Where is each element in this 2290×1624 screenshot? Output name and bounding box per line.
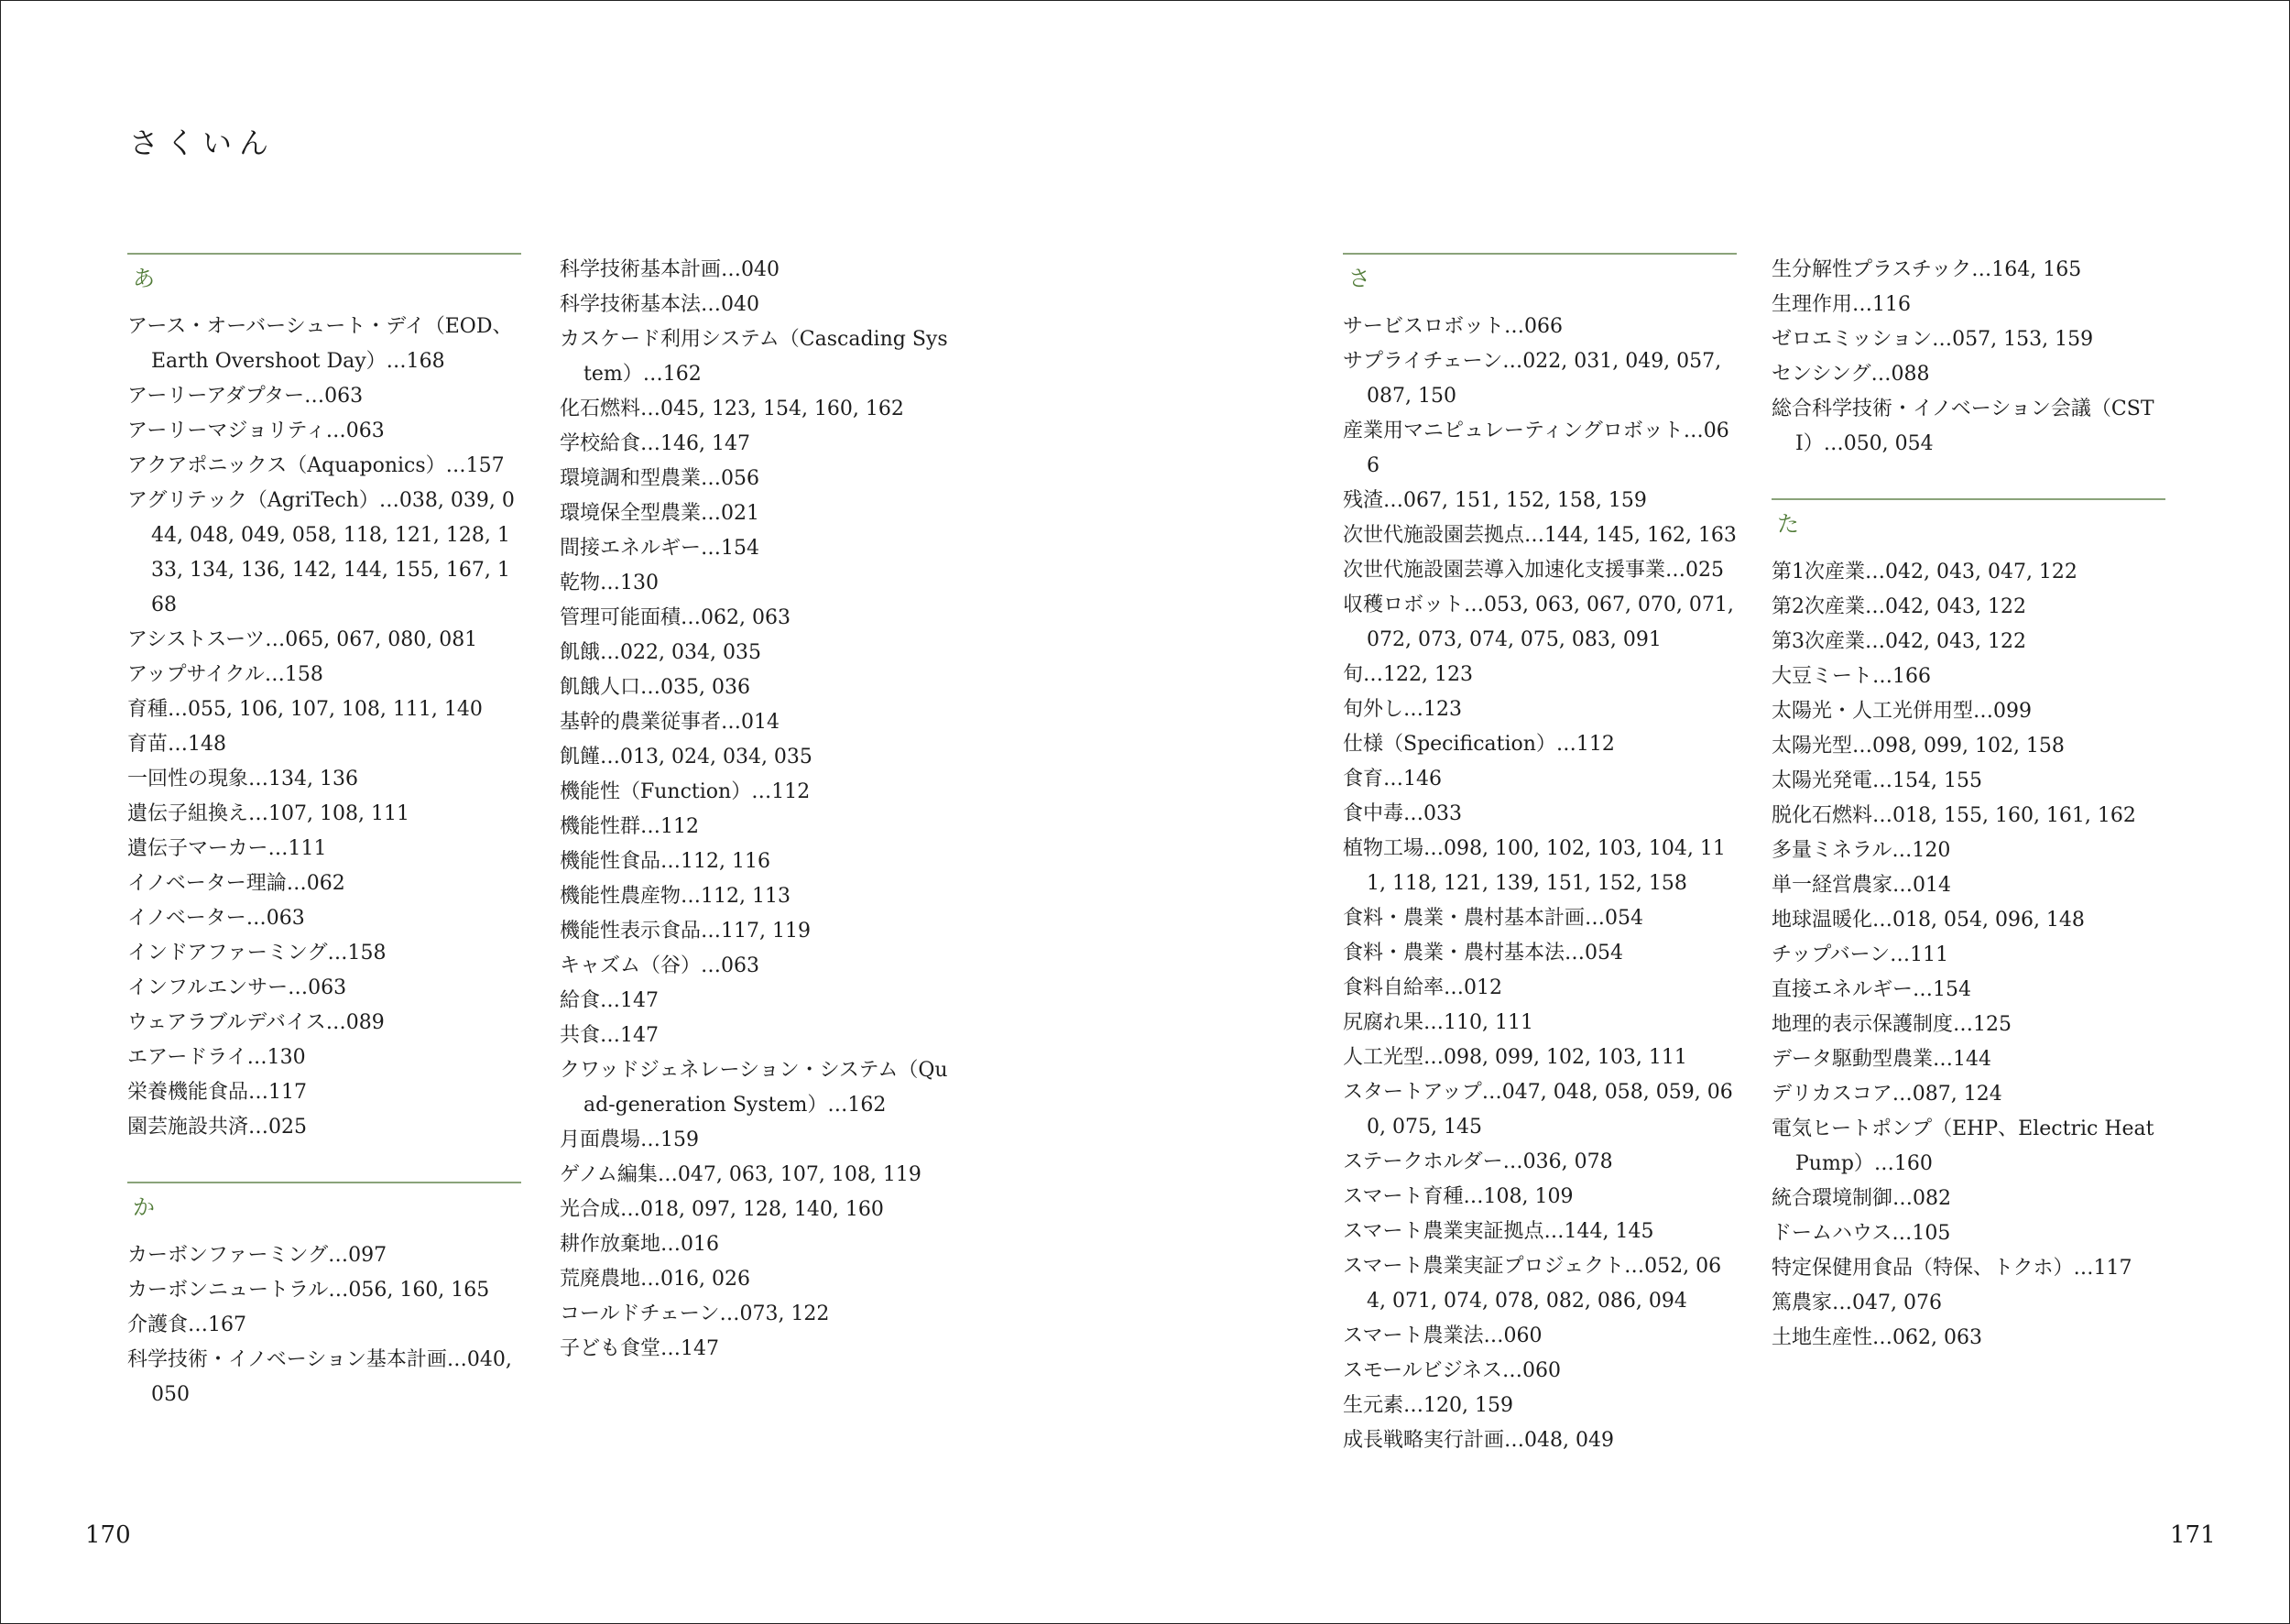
index-entry: アース・オーバーシュート・デイ（EOD、Earth Overshoot Day）…168 xyxy=(127,315,513,373)
index-entry: データ駆動型農業…144 xyxy=(1772,1048,1991,1071)
entry-list xyxy=(127,310,521,1145)
index-entry: ゲノム編集…047, 063, 107, 108, 119 xyxy=(560,1163,921,1186)
section-sa-continued xyxy=(1772,253,2165,462)
index-entry: 太陽光発電…154, 155 xyxy=(1772,769,1982,792)
index-entry: 生理作用…116 xyxy=(1772,293,1911,316)
index-entry: 電気ヒートポンプ（EHP、Electric Heat Pump）…160 xyxy=(1772,1117,2154,1175)
index-entry: 太陽光・人工光併用型…099 xyxy=(1772,700,2032,723)
index-entry: ステークホルダー…036, 078 xyxy=(1343,1150,1613,1173)
index-entry: 残渣…067, 151, 152, 158, 159 xyxy=(1343,489,1647,512)
index-entry: インドアファーミング…158 xyxy=(127,942,387,965)
index-entry: スマート農業実証拠点…144, 145 xyxy=(1343,1220,1654,1243)
index-entry: 機能性（Function）…112 xyxy=(560,780,811,803)
entry-list xyxy=(1772,555,2165,1356)
index-column-3 xyxy=(1343,253,1737,1491)
section-heading: か xyxy=(127,1182,521,1238)
index-entry: 土地生産性…062, 063 xyxy=(1772,1326,1982,1349)
index-entry: 飢饉…013, 024, 034, 035 xyxy=(560,746,812,768)
index-entry: チップバーン…111 xyxy=(1772,943,1949,966)
index-entry: カスケード利用システム（Cascading System）…162 xyxy=(560,328,948,386)
index-entry: 化石燃料…045, 123, 154, 160, 162 xyxy=(560,398,904,420)
index-entry: 次世代施設園芸拠点…144, 145, 162, 163 xyxy=(1343,524,1737,547)
index-entry: 育苗…148 xyxy=(127,733,226,756)
index-entry: 人工光型…098, 099, 102, 103, 111 xyxy=(1343,1046,1687,1069)
section-ka xyxy=(127,1182,521,1412)
index-entry: 第2次産業…042, 043, 122 xyxy=(1772,595,2026,618)
index-column-1 xyxy=(127,253,521,1445)
index-entry: 成長戦略実行計画…048, 049 xyxy=(1343,1429,1614,1452)
index-entry: アーリーアダプター…063 xyxy=(127,385,364,408)
entry-list xyxy=(1772,253,2165,462)
index-entry: スマート農業法…060 xyxy=(1343,1324,1543,1347)
section-heading: あ xyxy=(127,253,521,310)
index-entry: 収穫ロボット…053, 063, 067, 070, 071, 072, 073, 074, 075, 083, 091 xyxy=(1343,594,1734,651)
index-entry: 統合環境制御…082 xyxy=(1772,1187,1951,1210)
index-entry: 遺伝子組換え…107, 108, 111 xyxy=(127,802,409,825)
index-entry: 食中毒…033 xyxy=(1343,802,1462,825)
index-entry: アーリーマジョリティ…063 xyxy=(127,420,385,442)
index-entry: キャズム（谷）…063 xyxy=(560,954,759,977)
index-entry: 産業用マニピュレーティングロボット…066 xyxy=(1343,420,1729,477)
index-entry: 園芸施設共済…025 xyxy=(127,1116,307,1139)
page-number-right: 171 xyxy=(2170,1521,2216,1549)
index-entry: 光合成…018, 097, 128, 140, 160 xyxy=(560,1198,884,1221)
index-entry: 月面農場…159 xyxy=(560,1128,699,1151)
index-entry: センシング…088 xyxy=(1772,363,1930,386)
index-entry: 特定保健用食品（特保、トクホ）…117 xyxy=(1772,1257,2132,1280)
index-entry: 乾物…130 xyxy=(560,572,659,594)
entry-list xyxy=(560,253,954,1367)
index-entry: 旬…122, 123 xyxy=(1343,663,1473,686)
index-entry: 学校給食…146, 147 xyxy=(560,432,750,455)
index-entry: 管理可能面積…062, 063 xyxy=(560,606,791,629)
index-entry: 環境調和型農業…056 xyxy=(560,467,759,490)
index-entry: 飢餓人口…035, 036 xyxy=(560,676,750,699)
index-entry: カーボンニュートラル…056, 160, 165 xyxy=(127,1279,490,1302)
index-column-4 xyxy=(1772,253,2165,1389)
section-ka-continued xyxy=(560,253,954,1367)
index-entry: 直接エネルギー…154 xyxy=(1772,978,1971,1001)
index-entry: 科学技術・イノベーション基本計画…040, 050 xyxy=(127,1348,512,1406)
index-entry: サプライチェーン…022, 031, 049, 057, 087, 150 xyxy=(1343,350,1722,408)
index-entry: 単一経営農家…014 xyxy=(1772,874,1951,897)
index-entry: ドームハウス…105 xyxy=(1772,1222,1951,1245)
index-entry: 介護食…167 xyxy=(127,1313,246,1336)
entry-list xyxy=(127,1238,521,1412)
index-entry: 食料・農業・農村基本法…054 xyxy=(1343,942,1623,965)
index-entry: 地理的表示保護制度…125 xyxy=(1772,1013,2012,1036)
index-entry: 植物工場…098, 100, 102, 103, 104, 111, 118, 121, 139, 151, 152, 158 xyxy=(1343,837,1726,895)
index-entry: 第1次産業…042, 043, 047, 122 xyxy=(1772,561,2077,583)
index-entry: 脱化石燃料…018, 155, 160, 161, 162 xyxy=(1772,804,2136,827)
index-entry: スモールビジネス…060 xyxy=(1343,1359,1562,1382)
index-entry: 機能性表示食品…117, 119 xyxy=(560,920,811,943)
index-entry: カーボンファーミング…097 xyxy=(127,1244,387,1267)
index-entry: ウェアラブルデバイス…089 xyxy=(127,1011,385,1034)
page-number-left: 170 xyxy=(85,1521,131,1549)
index-column-2 xyxy=(560,253,954,1400)
index-entry: 地球温暖化…018, 054, 096, 148 xyxy=(1772,909,2085,932)
index-entry: 第3次産業…042, 043, 122 xyxy=(1772,630,2026,653)
index-entry: 機能性農産物…112, 113 xyxy=(560,885,791,908)
index-entry: デリカスコア…087, 124 xyxy=(1772,1083,2002,1106)
index-entry: 生分解性プラスチック…164, 165 xyxy=(1772,258,2082,281)
index-entry: インフルエンサー…063 xyxy=(127,976,347,999)
index-entry: スタートアップ…047, 048, 058, 059, 060, 075, 145 xyxy=(1343,1081,1733,1139)
index-entry: 耕作放棄地…016 xyxy=(560,1233,719,1256)
section-heading: た xyxy=(1772,498,2165,555)
index-entry: 環境保全型農業…021 xyxy=(560,502,759,525)
index-entry: コールドチェーン…073, 122 xyxy=(560,1302,830,1325)
section-ta xyxy=(1772,498,2165,1356)
index-entry: 篤農家…047, 076 xyxy=(1772,1292,1942,1314)
section-sa xyxy=(1343,253,1737,1458)
index-entry: 次世代施設園芸導入加速化支援事業…025 xyxy=(1343,559,1724,582)
page-title: さくいん xyxy=(129,125,277,160)
index-entry: 機能性食品…112, 116 xyxy=(560,850,770,873)
index-entry: 総合科学技術・イノベーション会議（CSTI）…050, 054 xyxy=(1772,398,2154,455)
index-entry: 旬外し…123 xyxy=(1343,698,1462,721)
section-heading: さ xyxy=(1343,253,1737,310)
index-entry: 食料・農業・農村基本計画…054 xyxy=(1343,907,1643,930)
index-entry: 子ども食堂…147 xyxy=(560,1337,719,1360)
index-entry: 科学技術基本計画…040 xyxy=(560,258,780,281)
entry-list xyxy=(1343,310,1737,1458)
index-entry: 一回性の現象…134, 136 xyxy=(127,768,358,790)
index-entry: 太陽光型…098, 099, 102, 158 xyxy=(1772,735,2065,758)
index-entry: エアードライ…130 xyxy=(127,1046,306,1069)
index-entry: 間接エネルギー…154 xyxy=(560,537,759,560)
index-entry: アクアポニックス（Aquaponics）…157 xyxy=(127,454,505,477)
index-entry: 大豆ミート…166 xyxy=(1772,665,1931,688)
index-entry: アグリテック（AgriTech）…038, 039, 044, 048, 049, 058, 118, 121, 128, 133, 134, 136, 142, 144, 155, 167, 168 xyxy=(127,489,515,616)
index-entry: イノベーター…063 xyxy=(127,907,305,930)
index-entry: 科学技術基本法…040 xyxy=(560,293,759,316)
index-entry: 食料自給率…012 xyxy=(1343,976,1502,999)
index-entry: スマート育種…108, 109 xyxy=(1343,1185,1574,1208)
index-entry: 基幹的農業従事者…014 xyxy=(560,711,780,734)
index-entry: 食育…146 xyxy=(1343,768,1442,790)
index-entry: 飢餓…022, 034, 035 xyxy=(560,641,761,664)
index-entry: 機能性群…112 xyxy=(560,815,699,838)
index-entry: 給食…147 xyxy=(560,989,659,1012)
index-entry: アップサイクル…158 xyxy=(127,663,323,686)
index-entry: イノベーター理論…062 xyxy=(127,872,345,895)
index-entry: 荒廃農地…016, 026 xyxy=(560,1268,750,1291)
section-a xyxy=(127,253,521,1145)
index-entry: 多量ミネラル…120 xyxy=(1772,839,1951,862)
index-entry: アシストスーツ…065, 067, 080, 081 xyxy=(127,628,478,651)
index-entry: 尻腐れ果…110, 111 xyxy=(1343,1011,1533,1034)
index-entry: 生元素…120, 159 xyxy=(1343,1394,1513,1417)
index-entry: スマート農業実証プロジェクト…052, 064, 071, 074, 078, 082, 086, 094 xyxy=(1343,1255,1722,1313)
index-entry: 育種…055, 106, 107, 108, 111, 140 xyxy=(127,698,483,721)
index-entry: 遺伝子マーカー…111 xyxy=(127,837,327,860)
index-entry: ゼロエミッション…057, 153, 159 xyxy=(1772,328,2094,351)
index-entry: クワッドジェネレーション・システム（Quad-generation System）…162 xyxy=(560,1059,948,1117)
index-entry: サービスロボット…066 xyxy=(1343,315,1563,338)
index-entry: 仕様（Specification）…112 xyxy=(1343,733,1615,756)
index-entry: 栄養機能食品…117 xyxy=(127,1081,307,1104)
index-entry: 共食…147 xyxy=(560,1024,659,1047)
